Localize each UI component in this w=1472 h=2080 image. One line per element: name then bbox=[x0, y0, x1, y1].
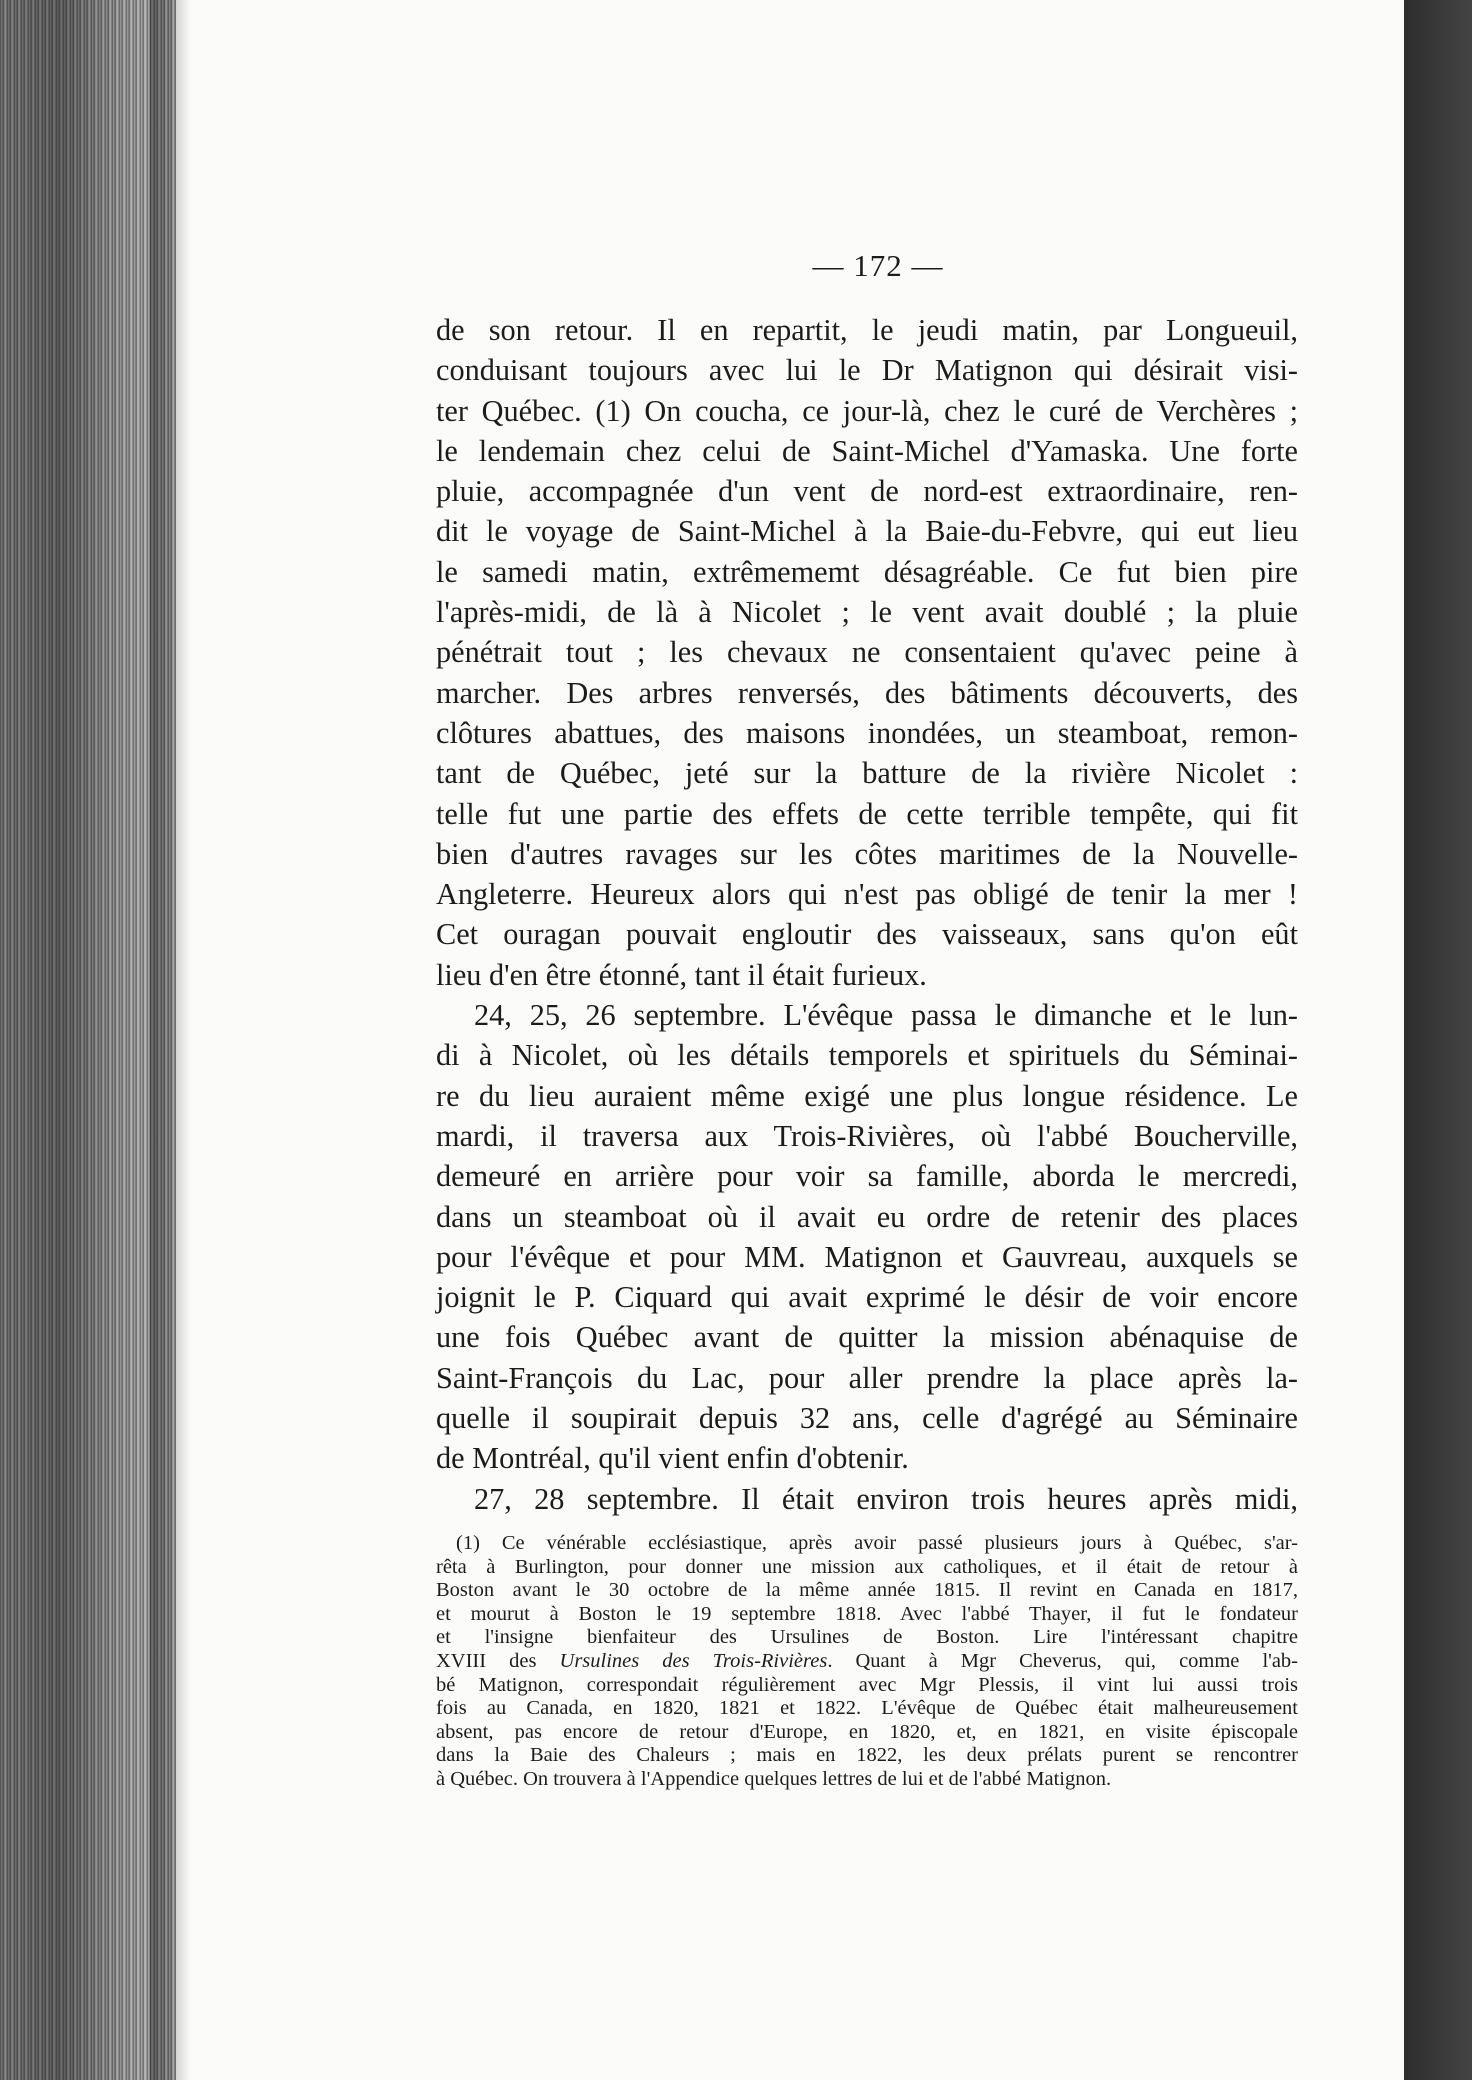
body-line: le lendemain chez celui de Saint-Michel d'Yamaska. Une forte bbox=[436, 433, 1298, 468]
body-line: pluie, accompagnée d'un vent de nord-est extraordinaire, ren- bbox=[436, 474, 1298, 509]
body-line: quelle il soupirait depuis 32 ans, celle d'agrégé au Séminaire bbox=[436, 1401, 1298, 1436]
body-line: de son retour. Il en repartit, le jeudi matin, par Longueuil, bbox=[436, 313, 1298, 347]
body-line: pénétrait tout ; les chevaux ne consentaient qu'avec peine à bbox=[436, 635, 1298, 670]
body-line: Cet ouragan pouvait engloutir des vaisseaux, sans qu'on eût bbox=[436, 917, 1298, 952]
footnote-line: absent, pas encore de retour d'Europe, en 1820, et, en 1821, en visite épiscopale bbox=[436, 1720, 1298, 1743]
footnote-line: à Québec. On trouvera à l'Appendice quelques lettres de lui et de l'abbé Matignon. bbox=[436, 1767, 1112, 1790]
footnote-line: et l'insigne bienfaiteur des Ursulines de Boston. Lire l'intéressant chapitre bbox=[436, 1626, 1298, 1649]
body-line: tant de Québec, jeté sur la batture de la rivière Nicolet : bbox=[436, 756, 1298, 791]
footnote bbox=[436, 1532, 1298, 1792]
body-line: ter Québec. (1) On coucha, ce jour-là, chez le curé de Verchères ; bbox=[436, 393, 1298, 428]
page-number: — 172 — bbox=[812, 248, 944, 283]
scan-right-edge bbox=[1404, 0, 1472, 2080]
body-line: le samedi matin, extrêmememt désagréable. Ce fut bien pire bbox=[436, 554, 1298, 589]
body-line: l'après-midi, de là à Nicolet ; le vent avait doublé ; la pluie bbox=[436, 595, 1298, 630]
body-line: di à Nicolet, où les détails temporels et spirituels du Séminai- bbox=[436, 1038, 1298, 1073]
body-text bbox=[436, 310, 1298, 1519]
footnote-line: (1) Ce vénérable ecclésiastique, après avoir passé plusieurs jours à Québec, s'ar- bbox=[456, 1532, 1298, 1554]
footnote-line: fois au Canada, en 1820, 1821 et 1822. L'évêque de Québec était malheureusement bbox=[436, 1697, 1298, 1720]
body-line: pour l'évêque et pour MM. Matignon et Gauvreau, auxquels se bbox=[436, 1239, 1298, 1274]
footnote-book-title: Ursulines des Trois-Rivières bbox=[559, 1649, 828, 1672]
body-line: clôtures abattues, des maisons inondées, un steamboat, remon- bbox=[436, 715, 1298, 750]
footnote-line-with-title bbox=[436, 1650, 1298, 1674]
gutter-shadow bbox=[150, 0, 190, 2080]
body-line: Angleterre. Heureux alors qui n'est pas obligé de tenir la mer ! bbox=[436, 877, 1298, 912]
footnote-line: Boston avant le 30 octobre de la même année 1815. Il revint en Canada en 1817, bbox=[436, 1579, 1298, 1602]
body-line: joignit le P. Ciquard qui avait exprimé le désir de voir encore bbox=[436, 1280, 1298, 1315]
body-line: de Montréal, qu'il vient enfin d'obtenir. bbox=[436, 1441, 909, 1476]
body-line: dans un steamboat où il avait eu ordre de retenir des places bbox=[436, 1199, 1298, 1234]
body-line: lieu d'en être étonné, tant il était furieux. bbox=[436, 957, 927, 992]
footnote-line: dans la Baie des Chaleurs ; mais en 1822, les deux prélats purent se rencontrer bbox=[436, 1744, 1298, 1767]
body-line: bien d'autres ravages sur les côtes maritimes de la Nouvelle- bbox=[436, 836, 1298, 871]
body-line: 24, 25, 26 septembre. L'évêque passa le dimanche et le lun- bbox=[474, 998, 1298, 1033]
body-line: demeuré en arrière pour voir sa famille, aborda le mercredi, bbox=[436, 1159, 1298, 1194]
footnote-line: bé Matignon, correspondait régulièrement avec Mgr Plessis, il vint lui aussi trois bbox=[436, 1673, 1298, 1696]
body-line: dit le voyage de Saint-Michel à la Baie-du-Febvre, qui eut lieu bbox=[436, 514, 1298, 549]
footnote-line: et mourut à Boston le 19 septembre 1818. Avec l'abbé Thayer, il fut le fondateur bbox=[436, 1602, 1298, 1625]
body-line: re du lieu auraient même exigé une plus longue résidence. Le bbox=[436, 1078, 1298, 1113]
body-line: conduisant toujours avec lui le Dr Matignon qui désirait visi- bbox=[436, 353, 1298, 388]
body-line: 27, 28 septembre. Il était environ trois heures après midi, bbox=[474, 1481, 1298, 1516]
body-line: telle fut une partie des effets de cette terrible tempête, qui fit bbox=[436, 796, 1298, 831]
body-line: mardi, il traversa aux Trois-Rivières, où l'abbé Boucherville, bbox=[436, 1118, 1298, 1153]
footnote-text: XVIII des bbox=[436, 1649, 560, 1672]
body-line: marcher. Des arbres renversés, des bâtiments découverts, des bbox=[436, 675, 1298, 710]
footnote-text: . Quant à Mgr Cheverus, qui, comme l'ab- bbox=[827, 1649, 1299, 1672]
body-line: une fois Québec avant de quitter la mission abénaquise de bbox=[436, 1320, 1298, 1355]
body-line: Saint-François du Lac, pour aller prendre la place après la- bbox=[436, 1360, 1298, 1395]
footnote-line: rêta à Burlington, pour donner une mission aux catholiques, et il était de retour à bbox=[436, 1555, 1298, 1578]
